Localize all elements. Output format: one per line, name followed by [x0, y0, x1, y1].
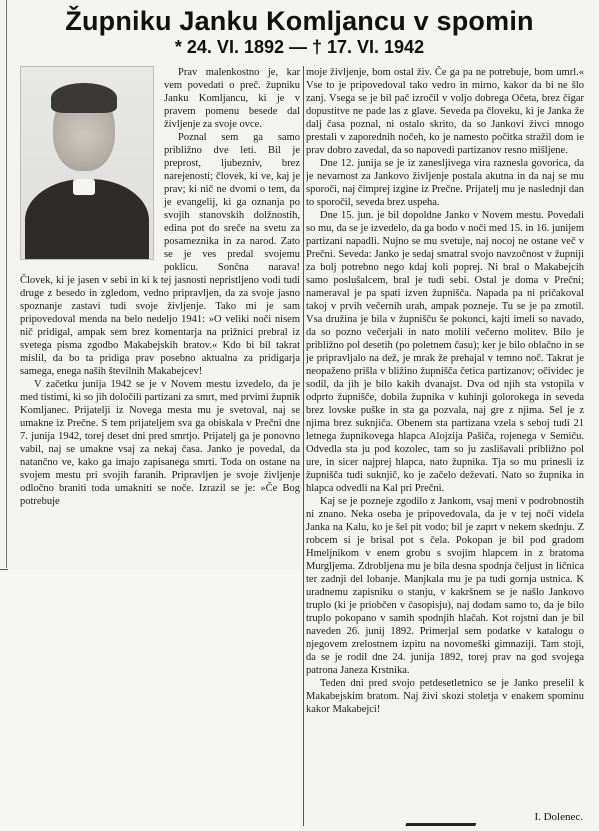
portrait-photo — [20, 66, 154, 260]
portrait-hair — [51, 83, 117, 113]
left-margin-frame — [0, 0, 7, 568]
empty-area — [0, 570, 300, 831]
paragraph: moje življenje, bom ostal živ. Če ga pa ne potrebuje, bom umrl.« Vse to je pripovedoval tako vedro in mirno, kakor da bi ne šlo zanj. Vsega se je bil pač izročil v voljo dobrega Očeta, brez čigar dopustitve ne pade las z glave. Seveda pa človeku, ki je Janka že dalj časa poznal, ni ostalo skrito, da so Jankovi živci mnogo prestali v zaporednih nočeh, ko je namesto počitka stražil dom ie prav dobro zavedal, da so napovedi partizanov resno mišljene. — [306, 67, 584, 156]
column-divider — [303, 66, 304, 826]
headline: Župniku Janku Komljancu v spomin — [65, 6, 534, 36]
paragraph: V začetku junija 1942 se je v Novem mestu izvedelo, da je med tistimi, ki so jih določili partizani za smrt, med prvimi župnik Komljanec. Prijatelji iz Novega mesta mu je svetoval, naj se umakne iz Prečne. S tem prijateljem sva ga obiskala v Prečni dne 7. junija 1942, torej deset dni pred smrtjo. Prijatelj ga je ponovno vabil, naj se umakne vsaj za nekaj časa. Janko je povedal, da natančno ve, kako ga imajo zapisanega smrti. Toda on ostane na svojem mestu pri svojih faranih. Pripravljen je svoje življenje odločno braniti toda umakniti se noče. Izrazil se je: »Če Bog potrebuje — [20, 379, 300, 507]
paragraph: Dne 15. jun. je bil dopoldne Janko v Novem mestu. Povedali so mu, da se je izvedelo, da ga bodo v noči med 15. in 16. junijem partizani napadli. Nujno se mu svetuje, naj nocoj ne ostane več v Prečni. Seveda: Janko je sedaj smatral svojo navzočnost v župniji za bolj potrebno nego kdaj koli poprej. Ni bral o Makabejcih samo poslušalcem, bral je tudi sebi. Ostal je doma v Prečni; nameraval je pa spati izven župnišča. Napada pa ni pričakoval takoj v prvih večernih urah, ampak pozneje. Tu se je pa zmotil. Vsa družina je bila v župnišču še pokonci, kajti imeli so navado, da so pozno večerjali in nato molili večerno molitev. Bilo je približno pol desetih (po poletnem času); ker je bilo oblačno in se je pripravljalo na dež, je mrak že prehajal v temno noč. Takrat je neopaženo prišla v bližino župnišča četica partizanov; očividec je sodil, da jih je bilo kakih dvanajst. Dva od njih sta vstopila v odprto župnišče, dobila župnika v kuhinji golorokega in seveda brez lovske puške in sta ga pozvala, naj gre z njima. Sel je z njima brez suknjiča. Obenem sta partizana vzela s seboj tudi 21 letnega župnikovega hlapca Alojzija Pašiča, rojenega v Semiču. Odvedla sta ju pod kozolec, tam so ju zaslišavali približno pol ure, in sicer najprej hlapca, nato župnika. Tja so mu prinesli iz župnišča tudi suknjič, ko je začelo deževati. Nato so župnika in hlapca odvedli na Kal pri Prečni. — [306, 210, 584, 494]
paragraph: Dne 12. junija se je iz zanesljivega vira raznesla govorica, da je nevarnost za Jankovo življenje postala akutna in da naj se mu sporoči, naj čimprej izgine iz Prečne. Prijatelj mu je naslednji dan to sporočil, seveda brez uspeha. — [306, 158, 584, 208]
paragraph: Kaj se je pozneje zgodilo z Jankom, vsaj meni v podrobnostih ni znano. Neka oseba je pripovedovala, da je v tej noči videla Janka na Kalu, ko je šel pit vodo; bil je zaprt v nekem skednju. Z robcem si je brisal pot s čela. Pokopan je bil pod gradom Hmeljnikom v enem grobu s svojim hlapcem in z bratoma Murgljema. Zdrobljena mu je bila desna spodnja čeljust in ličnica ter zadnji del lobanje. Manjkala mu je pa tudi gornja ustnica. K uradnemu zapisniku o stanju, v kakršnem se je našlo Jankovo truplo (ki je priobčen v časopisju), naj dodam samo to, da je bilo truplo pokopano v samih spodnjih hlačah. Kot rojstni dan je bil naveden 26. junij 1892. Primerjal sem podatke v katalogu o njegovem zrelostnem izpitu na novomeški gimnaziji. Tam stoji, da se je rodil dne 24. junija 1892, torej prav na god svojega patrona Janeza Krstnika. — [306, 496, 584, 676]
paragraph: Teden dni pred svojo petdesetletnico se je Janko preselil k Makabejskim bratom. Naj živi skozi stoletja v enakem spominu kakor Makabejci! — [306, 678, 584, 715]
closing-ornament — [405, 811, 480, 826]
portrait-collar — [73, 179, 95, 195]
author-signature: I. Dolenec. — [534, 811, 583, 823]
left-column — [20, 66, 300, 586]
right-column — [306, 66, 584, 808]
paragraph: Poznal sem ga samo približno dve leti. Bil je preprost, ljubezniv, brez narejenosti; človek, ki ve, kaj je prav; ki nič ne dvomi o tem, da je evangelij, ki ga oznanja po svojih stanovskih dolžnostih, edina pot do sreče na svetu za posameznika in za narod. Zato se je ves predal svojemu poklicu. Sončna narava! Človek, ki je jasen v sebi in ki k tej jasnosti nepristljeno vodi tudi druge z besedo in zgledom, vedno pripravljen, da za svoje jasno spoznanje zastavi tudi svoje življenje. Tako mi je sam pripovedoval menda na belo nedeljo 1941: »O veliki noči nisem nič pridigal, ampak sem brez komentarja na prižnici prebral iz svetega pisma zgodbo Makabejskih bratov.« Kdo bi bil takrat mislil, da bo ta pridiga prav posebno aktualna za pridigarja samega, enega naših številnih Makabejcev! — [20, 132, 300, 377]
paragraph: Prav malenkostno je, kar vem povedati o preč. župniku Janku Komljancu, ki je v pravem pomenu besede dal življenje za svoje ovce. — [164, 67, 300, 130]
dates-line: * 24. VI. 1892 — † 17. VI. 1942 — [174, 37, 425, 57]
